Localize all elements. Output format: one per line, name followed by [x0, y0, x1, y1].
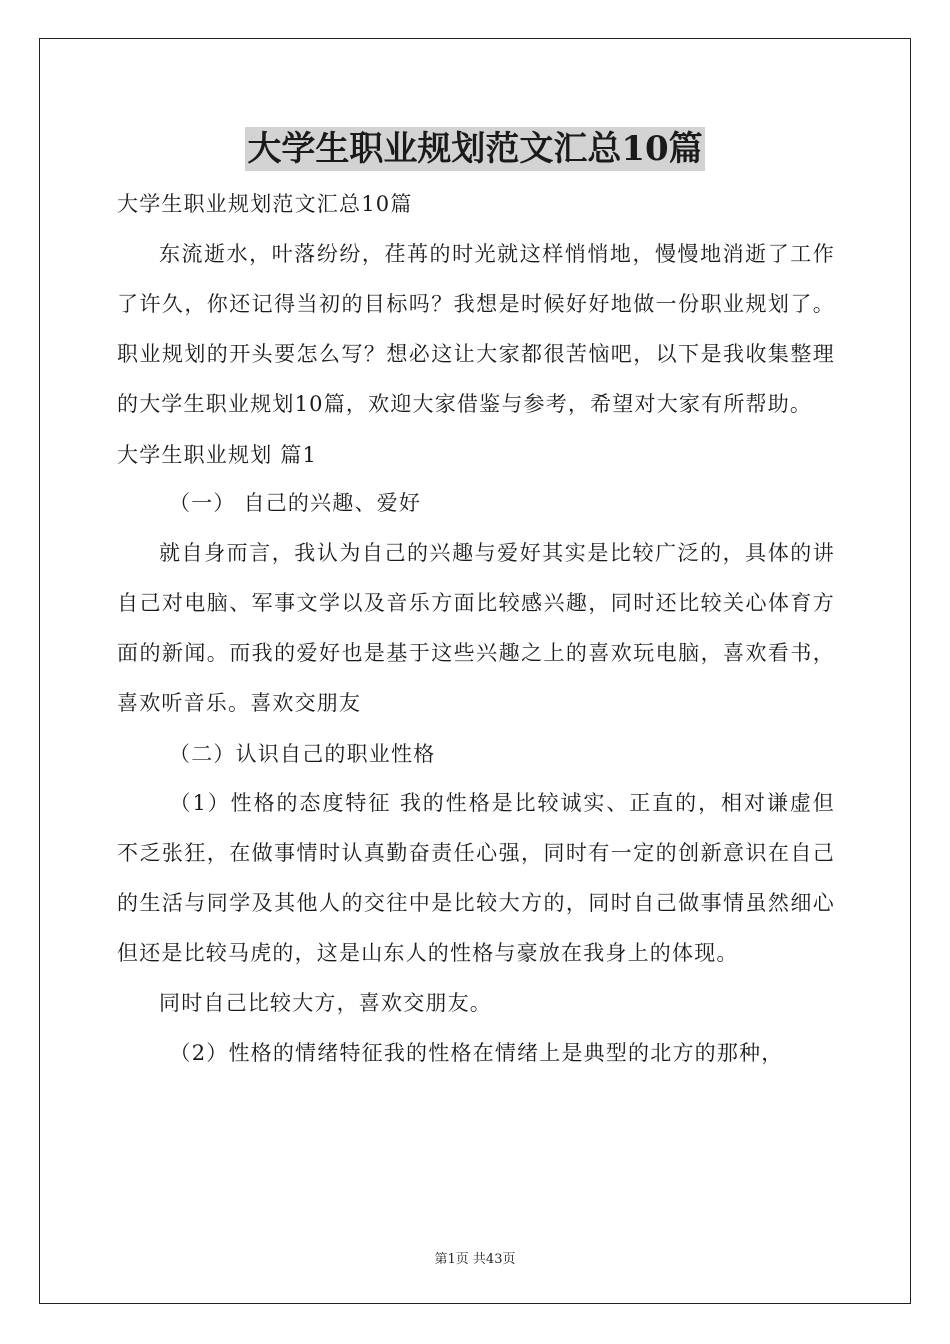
personality-attitude-paragraph: （1）性格的态度特征 我的性格是比较诚实、正直的，相对谦虚但不乏张狂，在做事情时认真勤奋责任心强，同时有一定的创新意识在自己的生活与同学及其他人的交往中是比较大方的，同时自己做事情虽然细心但还是比较马虎的，这是山东人的性格与豪放在我身上的体现。 [117, 791, 835, 965]
document-body [117, 180, 835, 1078]
item-heading-personality: （二）认识自己的职业性格 [169, 741, 436, 766]
document-title: 大学生职业规划范文汇总10篇 [247, 129, 703, 169]
interests-paragraph: 就自身而言，我认为自己的兴趣与爱好其实是比较广泛的，具体的讲自己对电脑、军事文学以及音乐方面比较感兴趣，同时还比较关心体育方面的新闻。而我的爱好也是基于这些兴趣之上的喜欢玩电脑，喜欢看书，喜欢听音乐。喜欢交朋友 [117, 540, 835, 715]
title-container [0, 127, 950, 171]
intro-paragraph: 东流逝水，叶落纷纷，荏苒的时光就这样悄悄地，慢慢地消逝了工作了许久，你还记得当初的目标吗？我想是时候好好地做一份职业规划了。职业规划的开头要怎么写？想必这让大家都很苦恼吧，以下是我收集整理的大学生职业规划10篇，欢迎大家借鉴与参考，希望对大家有所帮助。 [117, 241, 835, 416]
item-heading-interests: （一） 自己的兴趣、爱好 [169, 491, 422, 515]
section-heading: 大学生职业规划 篇1 [117, 442, 318, 467]
document-subtitle: 大学生职业规划范文汇总10篇 [117, 192, 413, 216]
page-footer: 第1页 共43页 [434, 1252, 516, 1267]
personality-emotion-paragraph: （2）性格的情绪特征我的性格在情绪上是典型的北方的那种， [169, 1041, 784, 1065]
personality-extra-paragraph: 同时自己比较大方，喜欢交朋友。 [159, 991, 492, 1015]
